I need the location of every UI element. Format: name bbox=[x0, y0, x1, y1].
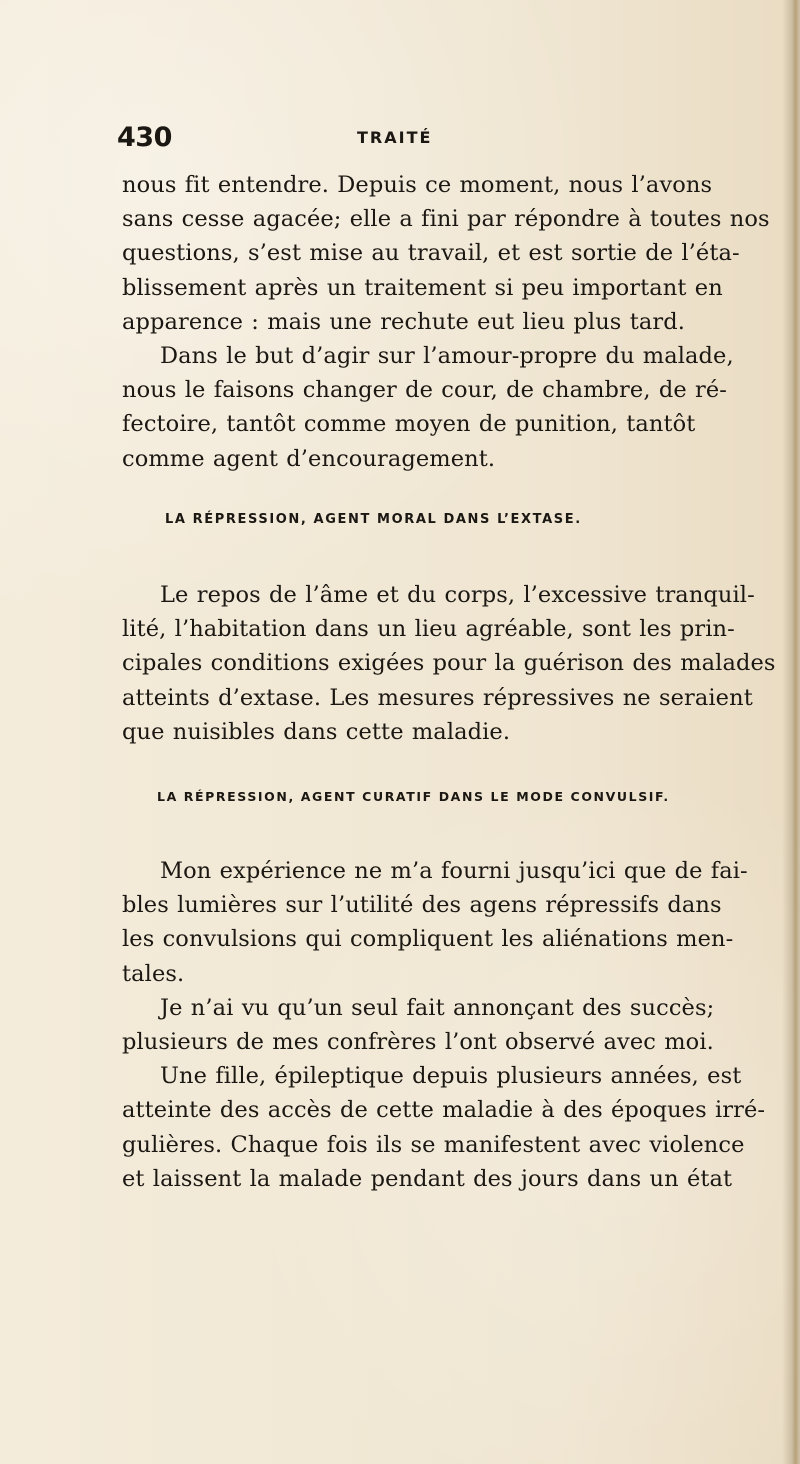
text-line: Une fille, épileptique depuis plusieurs années, est bbox=[160, 1063, 742, 1090]
text-line: questions, s’est mise au travail, et est sortie de l’éta- bbox=[122, 240, 740, 267]
text-line: gulières. Chaque fois ils se manifestent avec violence bbox=[122, 1131, 745, 1158]
page-number: 430 bbox=[117, 122, 172, 153]
text-line: Je n’ai vu qu’un seul fait annonçant des succès; bbox=[160, 994, 715, 1021]
text-line: tales. bbox=[122, 960, 185, 987]
text-line: sans cesse agacée; elle a fini par répondre à toutes nos bbox=[122, 206, 770, 233]
text-line: apparence : mais une rechute eut lieu plus tard. bbox=[122, 308, 685, 335]
text-line: bles lumières sur l’utilité des agens répressifs dans bbox=[122, 892, 722, 919]
text-line: Mon expérience ne m’a fourni jusqu’ici que de fai- bbox=[160, 858, 748, 884]
text-line: et laissent la malade pendant des jours dans un état bbox=[122, 1165, 733, 1192]
text-line: lité, l’habitation dans un lieu agréable, sont les prin- bbox=[122, 616, 735, 643]
text-line: cipales conditions exigées pour la guérison des malades bbox=[122, 650, 776, 677]
paragraph-block-3 bbox=[122, 854, 766, 1196]
page-binding-edge bbox=[782, 0, 800, 1464]
text-line: Dans le but d’agir sur l’amour-propre du malade, bbox=[160, 342, 734, 369]
text-line: fectoire, tantôt comme moyen de punition, tantôt bbox=[122, 411, 696, 438]
running-head: TRAITÉ bbox=[357, 128, 433, 147]
text-line: comme agent d’encouragement. bbox=[122, 445, 496, 472]
text-line: que nuisibles dans cette maladie. bbox=[122, 718, 511, 745]
text-line: plusieurs de mes confrères l’ont observé avec moi. bbox=[122, 1028, 714, 1055]
text-line: Le repos de l’âme et du corps, l’excessive tranquil- bbox=[160, 582, 755, 608]
text-line: nous fit entendre. Depuis ce moment, nous l’avons bbox=[122, 172, 713, 198]
section-heading-extase: LA RÉPRESSION, AGENT MORAL DANS L’EXTASE. bbox=[165, 512, 582, 527]
text-line: les convulsions qui compliquent les aliénations men- bbox=[122, 926, 734, 953]
text-line: atteinte des accès de cette maladie à des époques irré- bbox=[122, 1097, 766, 1124]
paragraph-block-2 bbox=[122, 578, 776, 749]
text-line: atteints d’extase. Les mesures répressives ne seraient bbox=[122, 684, 753, 711]
text-line: nous le faisons changer de cour, de chambre, de ré- bbox=[122, 377, 727, 404]
paragraph-block-1 bbox=[122, 168, 770, 476]
text-line: blissement après un traitement si peu important en bbox=[122, 274, 723, 301]
page-header bbox=[117, 122, 657, 156]
section-heading-convulsif: LA RÉPRESSION, AGENT CURATIF DANS LE MODE CONVULSIF. bbox=[157, 789, 670, 804]
